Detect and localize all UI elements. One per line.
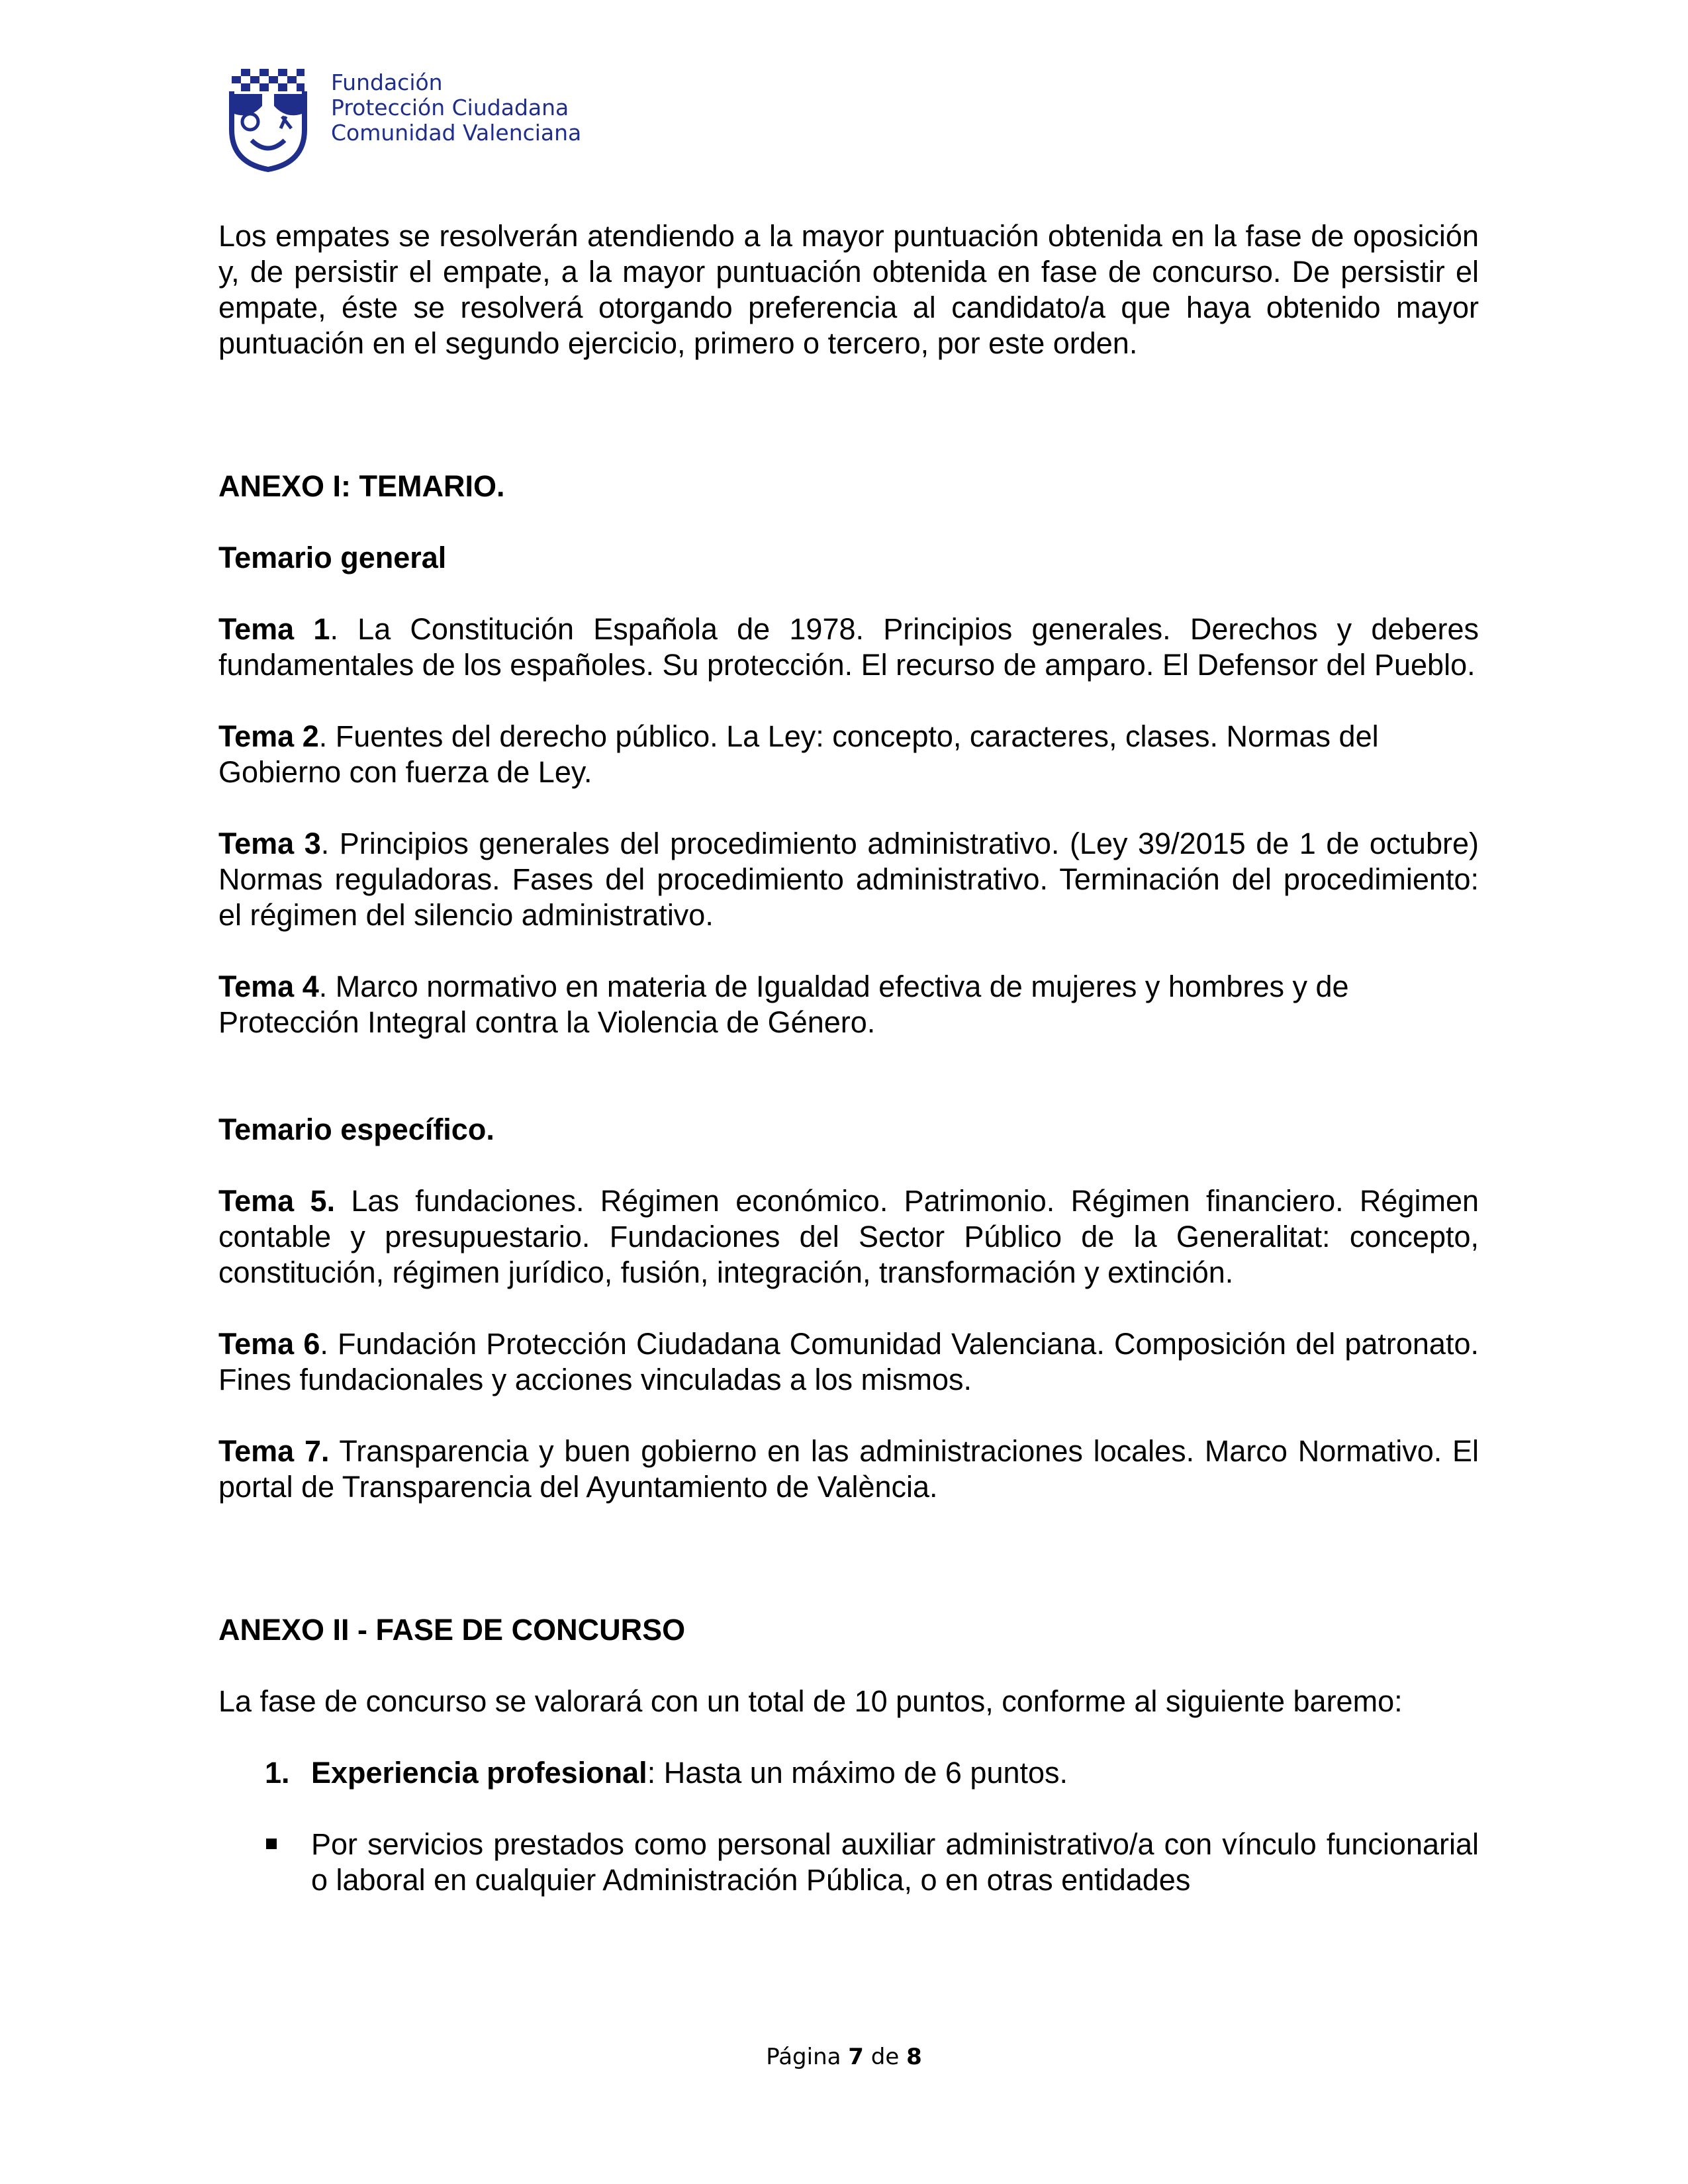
list-item-1 <box>218 1755 1479 1791</box>
page-footer <box>0 2044 1688 2070</box>
tema-label: Tema 3 <box>218 827 321 860</box>
tema-4 <box>218 969 1479 1040</box>
anexo-1-title: ANEXO I: TEMARIO. <box>218 469 505 503</box>
foundation-logo <box>225 61 596 173</box>
bullet-text: Por servicios prestados como personal auxiliar administrativo/a con vínculo funcionarial o laboral en cualquier Administración Pública, o en otras entidades <box>311 1827 1479 1897</box>
logo-line-2: Protección Ciudadana <box>331 95 569 120</box>
tema-text: . Fundación Protección Ciudadana Comunidad Valenciana. Composición del patronato. Fines fundacionales y acciones vinculadas a los mismos. <box>218 1327 1479 1396</box>
bullet-item <box>218 1827 1479 1898</box>
tema-label: Tema 4 <box>218 970 319 1003</box>
shield-logo-icon <box>225 66 311 172</box>
tema-label: Tema 7. <box>218 1434 330 1468</box>
document-body <box>218 218 1479 1898</box>
tema-1 <box>218 612 1479 683</box>
list-item-label: Experiencia profesional <box>311 1756 647 1790</box>
tema-6 <box>218 1326 1479 1398</box>
anexo-2-title: ANEXO II - FASE DE CONCURSO <box>218 1613 686 1647</box>
logo-line-3: Comunidad Valenciana <box>331 120 582 146</box>
tema-text: . Principios generales del procedimiento administrativo. (Ley 39/2015 de 1 de octubre) Normas reguladoras. Fases del procedimiento administrativo. Terminación del procedimiento: el régimen del silencio administrativo. <box>218 827 1479 932</box>
tema-text: Transparencia y buen gobierno en las administraciones locales. Marco Normativo. El portal de Transparencia del Ayuntamiento de València. <box>218 1434 1479 1504</box>
page-word: Página <box>766 2044 841 2070</box>
logo-line-1: Fundación <box>331 69 443 95</box>
tema-label: Tema 1 <box>218 612 330 646</box>
tema-2 <box>218 719 1479 790</box>
anexo-2-intro: La fase de concurso se valorará con un total de 10 puntos, conforme al siguiente baremo: <box>218 1684 1403 1718</box>
temario-general-title: Temario general <box>218 541 447 574</box>
page-number: 7 <box>848 2044 864 2070</box>
tema-text: . Fuentes del derecho público. La Ley: concepto, caracteres, clases. Normas del Gobierno con fuerza de Ley. <box>218 719 1379 789</box>
tema-label: Tema 6 <box>218 1327 320 1361</box>
square-bullet-icon <box>266 1839 277 1849</box>
tema-text: Las fundaciones. Régimen económico. Patrimonio. Régimen financiero. Régimen contable y presupuestario. Fundaciones del Sector Público de la Generalitat: concepto, constitución, régimen jurídico, fusión, integración, transformación y extinción. <box>218 1184 1479 1289</box>
list-number: 1. <box>265 1756 290 1790</box>
tema-7 <box>218 1433 1479 1505</box>
tema-label: Tema 5. <box>218 1184 336 1218</box>
of-word: de <box>870 2044 900 2070</box>
tema-5 <box>218 1183 1479 1291</box>
tema-label: Tema 2 <box>218 719 319 753</box>
intro-paragraph: Los empates se resolverán atendiendo a la mayor puntuación obtenida en la fase de oposición y, de persistir el empate, a la mayor puntuación obtenida en fase de concurso. De persistir el empate, éste se resolverá otorgando preferencia al candidato/a que haya obtenido mayor puntuación en el segundo ejercicio, primero o tercero, por este orden. <box>218 219 1479 360</box>
tema-text: . Marco normativo en materia de Igualdad efectiva de mujeres y hombres y de Protección Integral contra la Violencia de Género. <box>218 970 1349 1039</box>
temario-especifico-title: Temario específico. <box>218 1113 494 1146</box>
tema-3 <box>218 826 1479 933</box>
page-total: 8 <box>906 2044 922 2070</box>
tema-text: . La Constitución Española de 1978. Principios generales. Derechos y deberes fundamentales de los españoles. Su protección. El recurso de amparo. El Defensor del Pueblo. <box>218 612 1479 682</box>
list-item-text: : Hasta un máximo de 6 puntos. <box>647 1756 1068 1790</box>
logo-text <box>331 70 581 146</box>
